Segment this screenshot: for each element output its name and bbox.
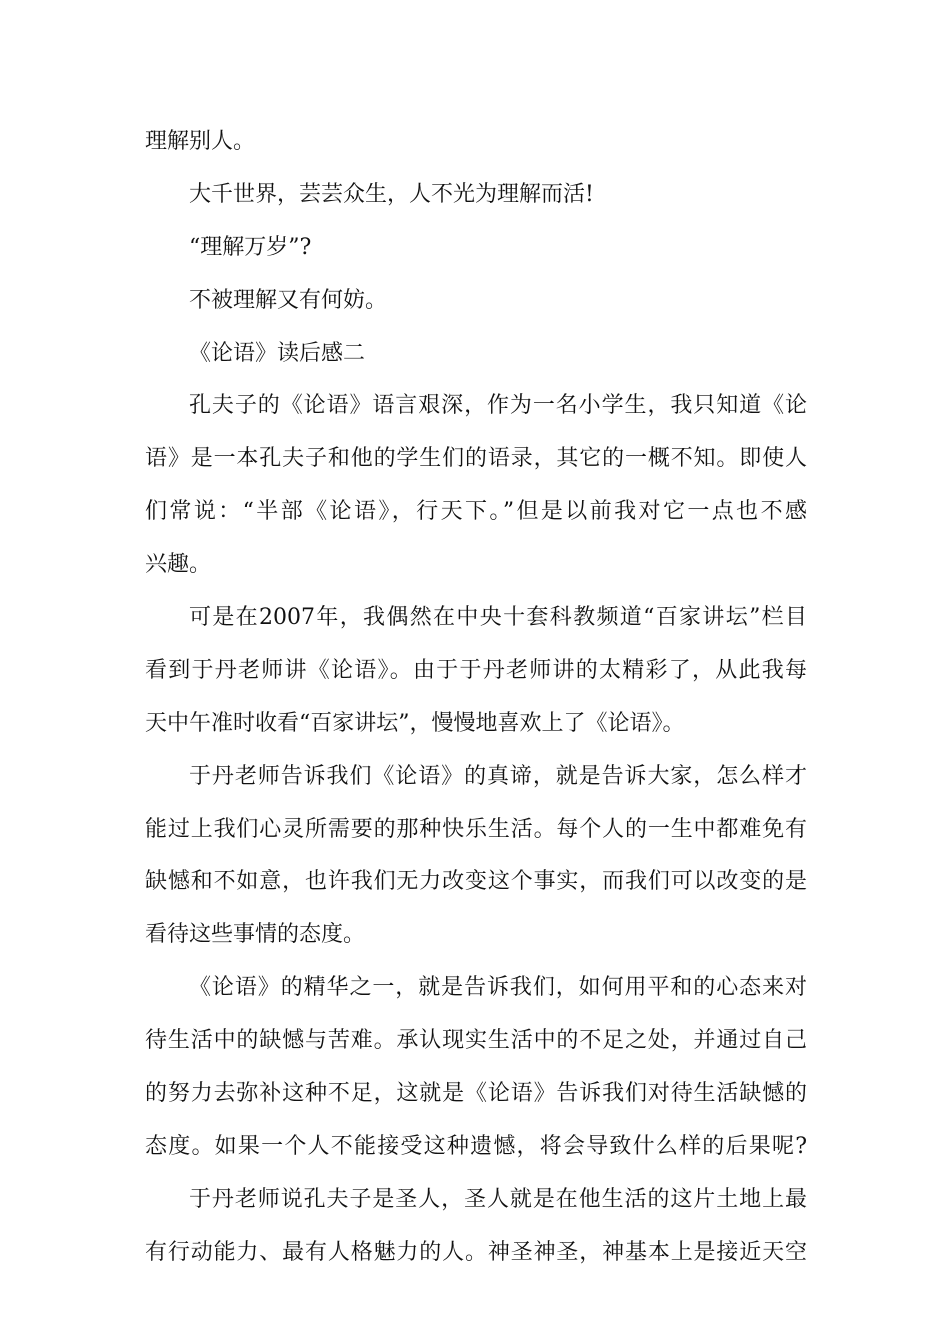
text-line: 孔夫子的《论语》语言艰深，作为一名小学生，我只知道《论	[189, 393, 807, 419]
text-line: 有行动能力、最有人格魅力的人。神圣神圣，神基本上是接近天空	[145, 1239, 807, 1265]
text-line: 能过上我们心灵所需要的那种快乐生活。每个人的一生中都难免有	[145, 816, 807, 842]
text-line: 的努力去弥补这种不足，这就是《论语》告诉我们对待生活缺憾的	[145, 1081, 807, 1107]
document-page	[145, 116, 807, 1280]
text-line: 待生活中的缺憾与苦难。承认现实生活中的不足之处，并通过自己	[145, 1028, 807, 1054]
text-line: 于丹老师告诉我们《论语》的真谛，就是告诉大家，怎么样才	[189, 763, 807, 789]
section-heading: 《论语》读后感二	[189, 340, 366, 366]
text-line: 语》是一本孔夫子和他的学生们的语录，其它的一概不知。即使人	[145, 446, 807, 472]
text-line: 看待这些事情的态度。	[145, 922, 366, 948]
text-line: 天中午准时收看“百家讲坛”，慢慢地喜欢上了《论语》。	[145, 710, 685, 736]
text-line: 于丹老师说孔夫子是圣人，圣人就是在他生活的这片土地上最	[189, 1186, 807, 1212]
text-line: 缺憾和不如意，也许我们无力改变这个事实，而我们可以改变的是	[145, 869, 807, 895]
text-line: 大千世界，芸芸众生，人不光为理解而活!	[189, 181, 594, 207]
text-line: 可是在2007年，我偶然在中央十套科教频道“百家讲坛”栏目	[189, 605, 807, 631]
text-line: 不被理解又有何妨。	[189, 287, 388, 313]
text-line: 兴趣。	[145, 552, 212, 578]
text-line: “理解万岁”?	[189, 234, 312, 260]
text-line: 看到于丹老师讲《论语》。由于于丹老师讲的太精彩了，从此我每	[145, 657, 807, 683]
text-line: 理解别人。	[145, 129, 256, 154]
text-line: 态度。如果一个人不能接受这种遗憾，将会导致什么样的后果呢?	[145, 1133, 807, 1159]
text-line: 《论语》的精华之一，就是告诉我们，如何用平和的心态来对	[189, 975, 807, 1001]
text-line: 们常说：“半部《论语》，行天下。”但是以前我对它一点也不感	[145, 499, 807, 525]
